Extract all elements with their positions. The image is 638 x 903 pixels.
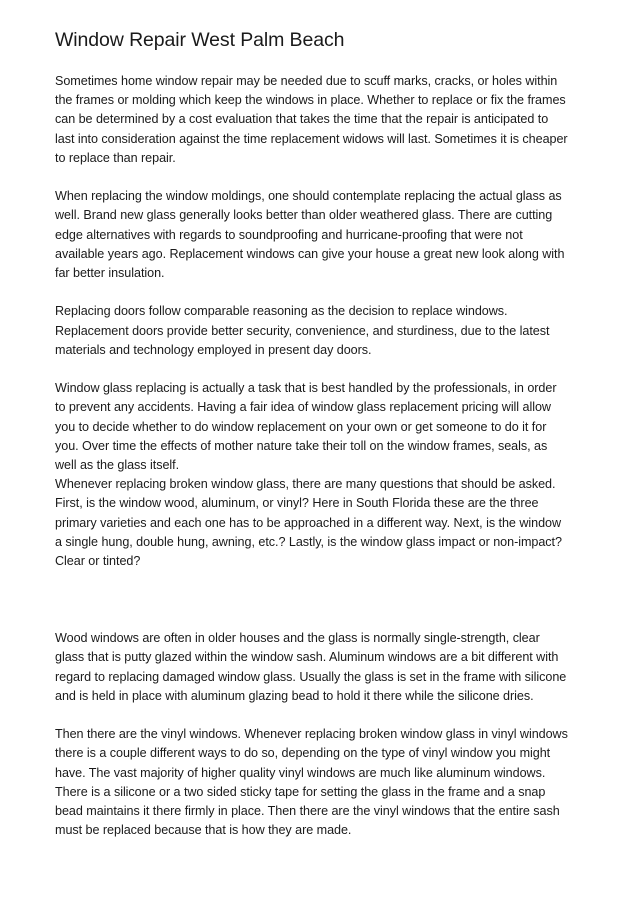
paragraph-line: must be replaced because that is how they are made. (55, 823, 352, 838)
paragraph-line: primary varieties and each one has to be approached in a different way. Next, is the window (55, 515, 562, 530)
paragraph-line: to replace than repair. (55, 150, 176, 165)
document-page (55, 28, 595, 840)
paragraph-3 (55, 302, 595, 360)
paragraph-line: There is a silicone or a two sided sticky tape for setting the glass in the frame and a snap (55, 784, 546, 799)
paragraph-line: well as the glass itself. (55, 458, 180, 473)
paragraph-line: bead maintains it there firmly in place. Then there are the vinyl windows that the entire sash (55, 804, 560, 819)
paragraph-4 (55, 379, 595, 571)
paragraph-line: Window glass replacing is actually a task that is best handled by the professionals, in order (55, 381, 557, 396)
paragraph-spacer (55, 360, 595, 379)
paragraph-5 (55, 629, 595, 706)
paragraph-line: Replacement doors provide better security, convenience, and sturdiness, due to the latest (55, 323, 550, 338)
paragraph-line: materials and technology employed in present day doors. (55, 342, 372, 357)
paragraph-2 (55, 187, 595, 283)
paragraph-line: you. Over time the effects of mother nature take their toll on the window frames, seals, as (55, 438, 548, 453)
paragraph-line: First, is the window wood, aluminum, or vinyl? Here in South Florida these are the three (55, 496, 539, 511)
paragraph-line: When replacing the window moldings, one should contemplate replacing the actual glass as (55, 189, 562, 204)
paragraph-line: regard to replacing damaged window glass. Usually the glass is set in the frame with silicone (55, 669, 567, 684)
paragraph-line: well. Brand new glass generally looks better than older weathered glass. There are cutting (55, 208, 553, 223)
paragraph-spacer (55, 706, 595, 725)
paragraph-line: last into consideration against the time replacement widows will last. Sometimes it is cheaper (55, 131, 568, 146)
paragraph-line: to prevent any accidents. Having a fair idea of window glass replacement pricing will allow (55, 400, 551, 415)
paragraph-6 (55, 725, 595, 840)
paragraph-spacer (55, 168, 595, 187)
section-spacer (55, 571, 595, 629)
paragraph-line: Sometimes home window repair may be needed due to scuff marks, cracks, or holes within (55, 74, 558, 88)
paragraph-line: you to decide whether to do window replacement on your own or get someone to do it for (55, 419, 547, 434)
paragraph-line: can be determined by a cost evaluation that takes the time that the repair is anticipated to (55, 112, 549, 127)
paragraph-line: there is a couple different ways to do so, depending on the type of vinyl window you might (55, 746, 551, 761)
paragraph-line: Clear or tinted? (55, 554, 141, 569)
paragraph-line: have. The vast majority of higher quality vinyl windows are much like aluminum windows. (55, 765, 546, 780)
paragraph-line: glass that is putty glazed within the window sash. Aluminum windows are a bit different with (55, 650, 559, 665)
document-title: Window Repair West Palm Beach (55, 29, 345, 51)
paragraph-line: available years ago. Replacement windows can give your house a great new look along with (55, 246, 565, 261)
paragraph-1 (55, 72, 595, 168)
paragraph-line: Replacing doors follow comparable reasoning as the decision to replace windows. (55, 304, 508, 319)
paragraph-line: Then there are the vinyl windows. Whenever replacing broken window glass in vinyl windows (55, 727, 568, 742)
paragraph-line: Wood windows are often in older houses and the glass is normally single-strength, clear (55, 631, 540, 646)
paragraph-spacer (55, 283, 595, 302)
paragraph-line: far better insulation. (55, 266, 165, 281)
paragraph-line: edge alternatives with regards to soundproofing and hurricane-proofing that were not (55, 227, 523, 242)
paragraph-line: and is held in place with aluminum glazing bead to hold it there while the silicone dries. (55, 688, 534, 703)
paragraph-line: the frames or molding which keep the windows in place. Whether to replace or fix the frames (55, 93, 566, 108)
paragraph-line: Whenever replacing broken window glass, there are many questions that should be asked. (55, 477, 556, 492)
paragraph-line: a single hung, double hung, awning, etc.? Lastly, is the window glass impact or non-impact? (55, 534, 562, 549)
